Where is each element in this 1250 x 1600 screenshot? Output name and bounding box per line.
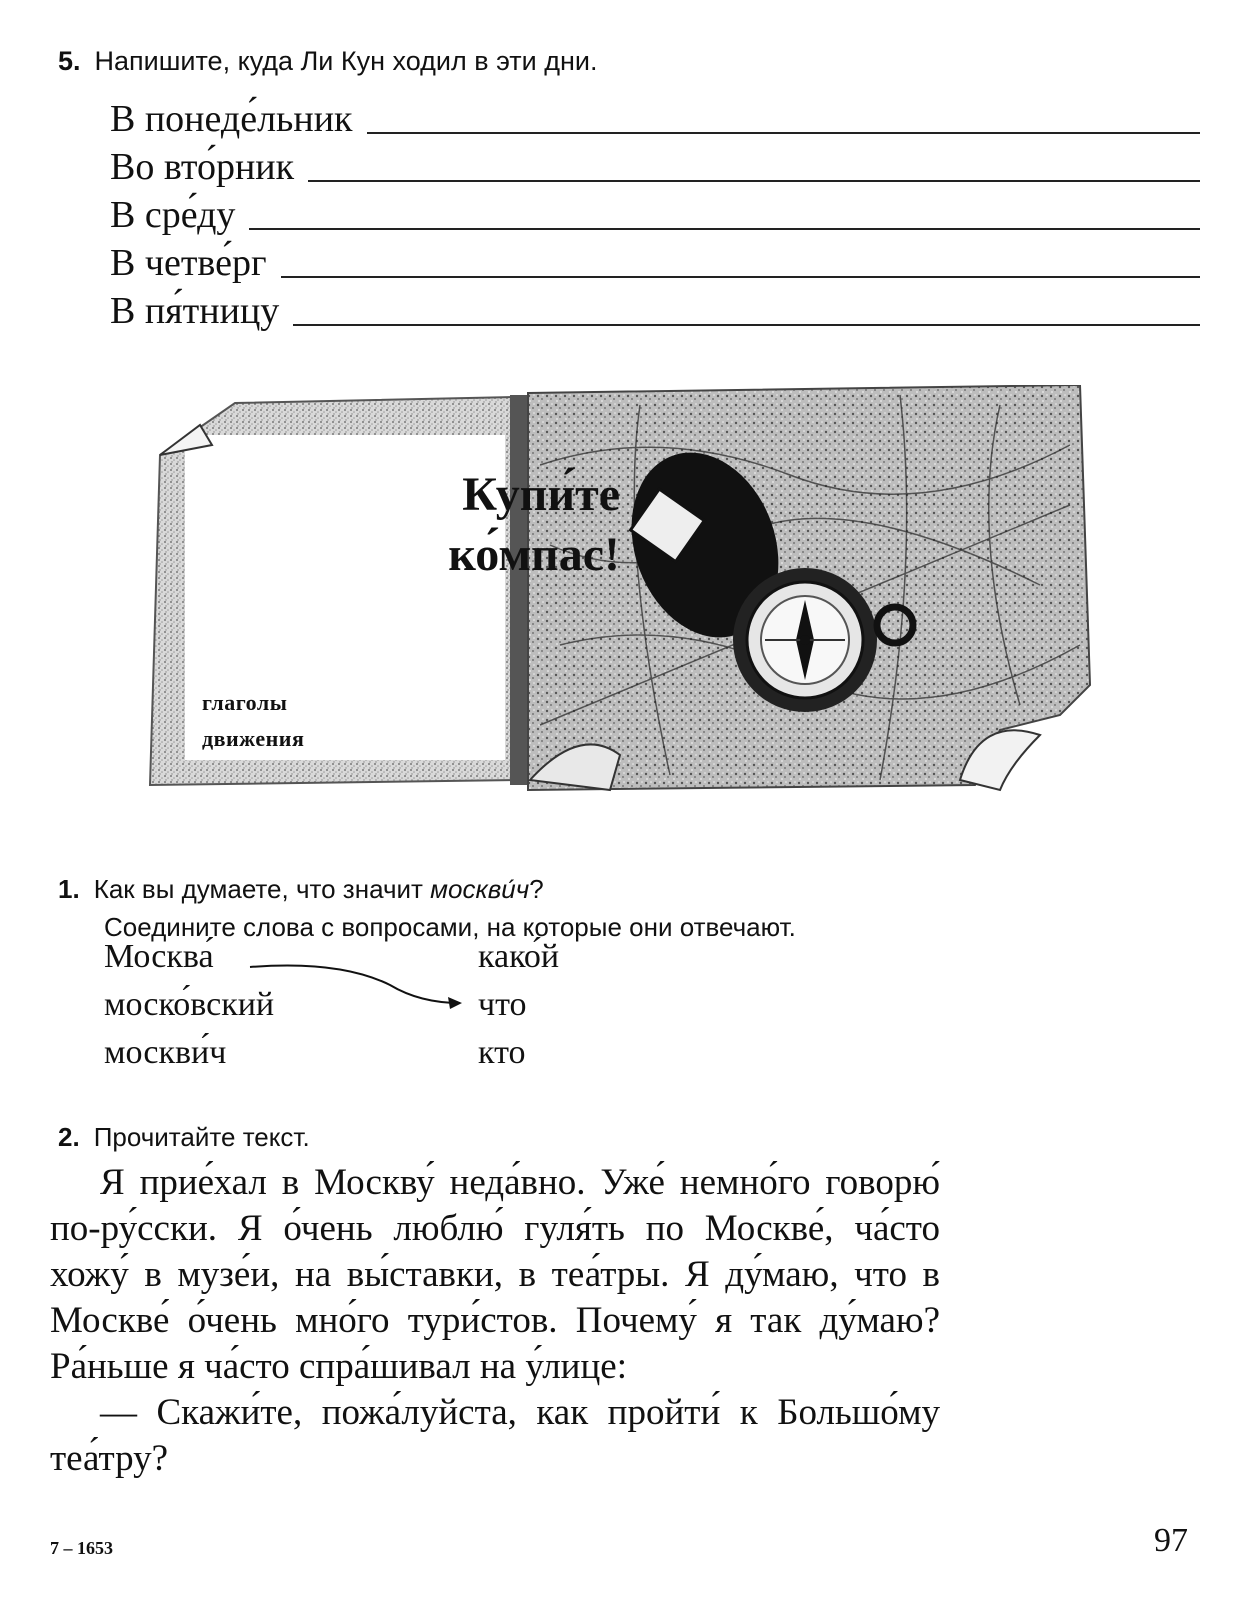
banner-title-line1: Купи́те: [462, 468, 620, 521]
exercise-5-instruction: Напишите, куда Ли Кун ходил в эти дни.: [94, 46, 598, 76]
reading-paragraph-2: — Скажи́те, пожа́луйста, как пройти́ к Большо́му теа́тру?: [50, 1392, 940, 1479]
answer-row-tuesday[interactable]: [110, 140, 1200, 186]
match-right-word[interactable]: кто: [478, 1034, 526, 1071]
day-label: В сре́ду: [110, 194, 236, 236]
match-right-word[interactable]: что: [478, 986, 527, 1023]
exercise-5-number: 5.: [58, 46, 81, 76]
day-label: В понеде́льник: [110, 98, 353, 140]
exercise-5-heading: [58, 46, 597, 77]
exercise-1-number: 1.: [58, 874, 80, 904]
banner-title: [310, 465, 620, 585]
exercise-2-heading: [58, 1122, 310, 1153]
banner-subtitle: [202, 685, 304, 757]
example-match-arrow: [240, 955, 480, 1015]
reading-text: [50, 1160, 940, 1482]
day-label: В четве́рг: [110, 242, 267, 284]
match-left-word[interactable]: Москва́: [104, 938, 214, 975]
exercise-2-instruction: Прочитайте текст.: [93, 1122, 310, 1152]
exercise-1-question-suffix: ?: [529, 874, 544, 904]
banner-subtitle-line1: глаголы: [202, 690, 288, 715]
reading-paragraph-1: Я прие́хал в Москву́ неда́вно. Уже́ немно́го говорю́ по-ру́сски. Я о́чень люблю́ гуля́ть по Москве́, ча́сто хожу́ в музе́и, на вы́ставки, в теа́тры. Я ду́маю, что в Москве́ о́чень мно́го тури́стов. Почему́ я так ду́маю? Ра́ньше я ча́сто спра́шивал на у́лице:: [50, 1162, 940, 1387]
answer-line[interactable]: [308, 180, 1200, 182]
answer-row-monday[interactable]: [110, 92, 1200, 138]
page-number: 97: [1154, 1522, 1188, 1559]
exercise-1-question-prefix: Как вы думаете, что значит: [93, 874, 431, 904]
day-label: Во вто́рник: [110, 146, 295, 188]
answer-row-wednesday[interactable]: [110, 188, 1200, 234]
exercise-1-instruction: Соедините слова с вопросами, на которые они отвечают.: [104, 912, 796, 942]
day-label: В пя́тницу: [110, 290, 280, 332]
answer-row-thursday[interactable]: [110, 236, 1200, 282]
exercise-2-number: 2.: [58, 1122, 80, 1152]
answer-line[interactable]: [367, 132, 1200, 134]
match-left-word[interactable]: моско́вский: [104, 986, 275, 1023]
exercise-1-heading: [58, 870, 796, 946]
footer-code: 7 – 1653: [50, 1538, 113, 1558]
compass-banner: [140, 385, 1100, 810]
exercise-1-question-word: москви́ч: [430, 874, 530, 904]
answer-row-friday[interactable]: [110, 284, 1200, 330]
answer-line[interactable]: [249, 228, 1200, 230]
answer-line[interactable]: [293, 324, 1200, 326]
banner-subtitle-line2: движения: [202, 726, 305, 751]
match-right-word[interactable]: како́й: [478, 938, 560, 975]
match-left-word[interactable]: москви́ч: [104, 1034, 227, 1071]
answer-line[interactable]: [281, 276, 1200, 278]
banner-title-line2: ко́мпас!: [448, 528, 620, 581]
